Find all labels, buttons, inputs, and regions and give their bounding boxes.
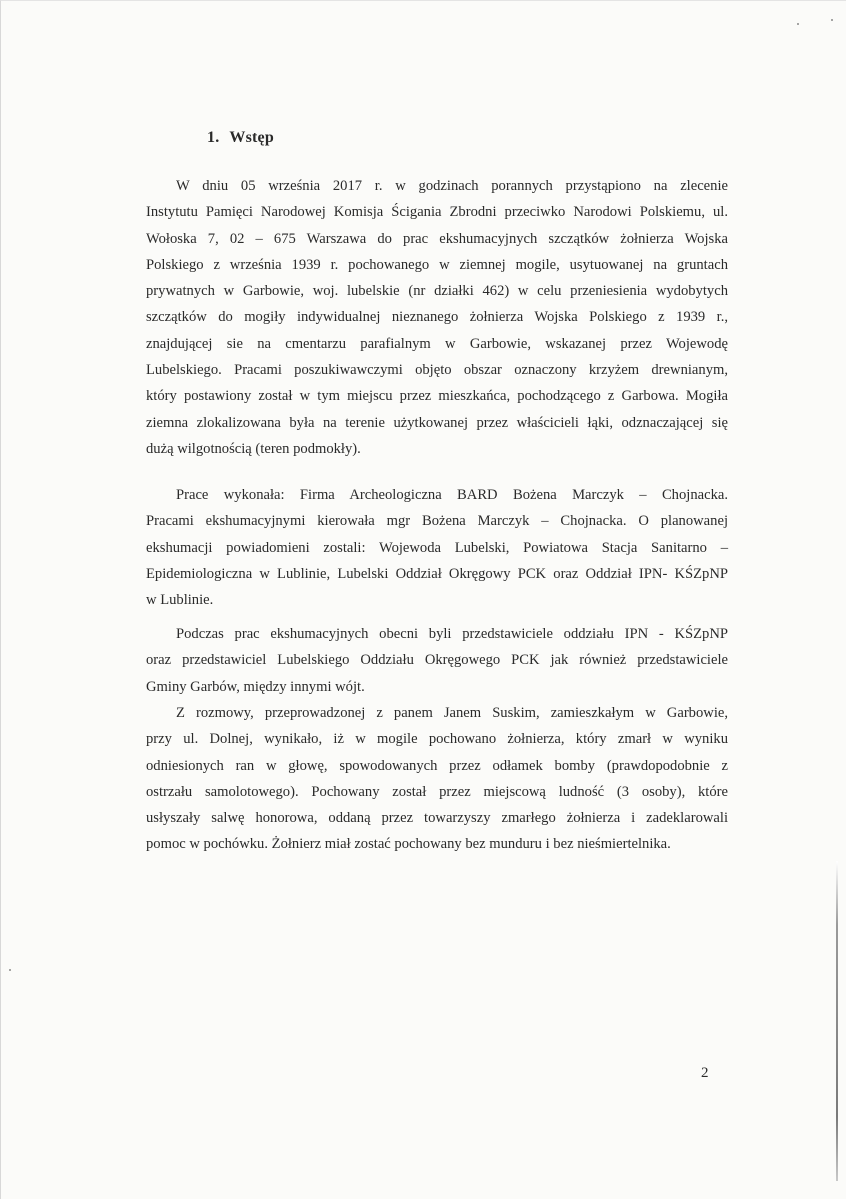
section-title-text: Wstęp (229, 129, 274, 146)
text-line: przy ul. Dolnej, wynikało, iż w mogile pochowano żołnierza, który zmarł w wyniku (146, 731, 728, 748)
scan-speck (831, 19, 833, 21)
page-number: 2 (701, 1065, 709, 1081)
text-line: W dniu 05 września 2017 r. w godzinach porannych przystąpiono na zlecenie (176, 178, 728, 194)
text-line: prywatnych w Garbowie, woj. lubelskie (nr działki 462) w celu przeniesienia wydobytych (146, 283, 728, 300)
text-line: znajdującej sie na cmentarzu parafialnym w Garbowie, wskazanej przez Wojewodę (146, 335, 728, 352)
text-line: Podczas prac ekshumacyjnych obecni byli przedstawiciele oddziału IPN - KŚZpNP (176, 626, 728, 642)
section-number: 1. (207, 129, 220, 146)
paragraph-attendees (146, 621, 728, 700)
scan-edge-shadow (836, 861, 838, 1181)
text-line: ekshumacji powiadomieni zostali: Wojewoda Lubelski, Powiatowa Stacja Sanitarno – (146, 539, 728, 556)
text-line: Epidemiologiczna w Lublinie, Lubelski Oddział Okręgowy PCK oraz Oddział IPN- KŚZpNP (146, 565, 728, 582)
text-line: Lubelskiego. Pracami poszukiwawczymi objęto obszar oznaczony krzyżem drewnianym, (146, 362, 728, 379)
text-line: dużą wilgotnością (teren podmokły). (146, 440, 361, 457)
text-line: w Lublinie. (146, 592, 214, 609)
text-line: Pracami ekshumacyjnymi kierowała mgr Bożena Marczyk – Chojnacka. O planowanej (146, 513, 728, 530)
text-line: który postawiony został w tym miejscu przez mieszkańca, pochodzącego z Garbowa. Mogiła (146, 388, 728, 405)
text-line: oraz przedstawiciel Lubelskiego Oddziału Okręgowego PCK jak również przedstawiciele (146, 652, 728, 669)
paragraph-intro (146, 173, 728, 462)
text-line: szczątków do mogiły indywidualnej nieznanego żołnierza Wojska Polskiego z 1939 r., (146, 309, 728, 326)
paragraph-contractor (146, 482, 728, 613)
text-line: Instytutu Pamięci Narodowej Komisja Ścigania Zbrodni przeciwko Narodowi Polskiemu, ul. (146, 204, 728, 221)
scan-speck (797, 23, 799, 25)
paragraph-interview (146, 700, 728, 858)
scan-speck (9, 969, 11, 971)
text-line: Z rozmowy, przeprowadzonej z panem Janem Suskim, zamieszkałym w Garbowie, (176, 705, 728, 721)
text-line: usłyszały salwę honorowa, oddaną przez towarzyszy zmarłego żołnierza i zadeklarowali (146, 810, 728, 827)
text-line: Polskiego z września 1939 r. pochowanego w ziemnej mogile, usytuowanej na gruntach (146, 256, 728, 273)
text-line: ostrzału samolotowego). Pochowany został przez miejscową ludność (3 osoby), które (146, 783, 728, 800)
section-heading (207, 129, 274, 147)
text-line: ziemna zlokalizowana była na terenie użytkowanej przez właścicieli łąki, odznaczającej się (146, 414, 728, 431)
text-line: Prace wykonała: Firma Archeologiczna BARD Bożena Marczyk – Chojnacka. (176, 487, 728, 503)
text-line: pomoc w pochówku. Żołnierz miał zostać pochowany bez munduru i bez nieśmiertelnika. (146, 836, 671, 853)
text-line: odniesionych ran w głowę, spowodowanych przez odłamek bomby (prawdopodobnie z (146, 757, 728, 774)
text-line: Wołoska 7, 02 – 675 Warszawa do prac ekshumacyjnych szczątków żołnierza Wojska (146, 230, 728, 247)
text-line: Gminy Garbów, między innymi wójt. (146, 678, 365, 695)
